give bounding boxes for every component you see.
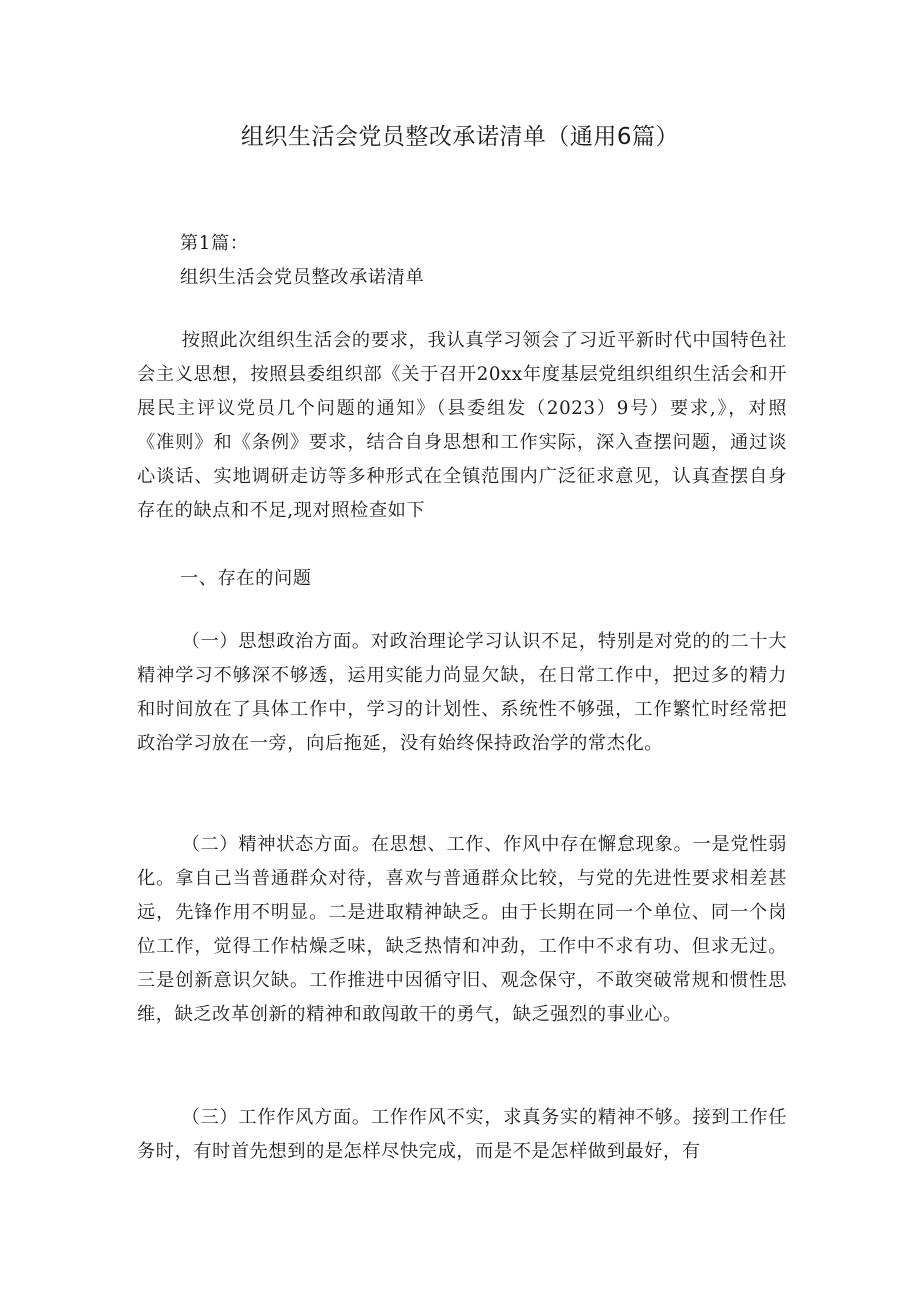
section-heading: 一、存在的问题	[180, 568, 312, 589]
chapter-label: 第1篇：	[180, 233, 249, 254]
document-title: 组织生活会党员整改承诺清单（通用6篇）	[240, 124, 680, 150]
intro-paragraph: 按照此次组织生活会的要求，我认真学习领会了习近平新时代中国特色社会主义思想，按照县委组织部《关于召开20xx年度基层党组织组织生活会和开展民主评议党员几个问题的通知》（县委组发（2023）9号）要求,》，对照《准则》和《条例》要求，结合自身思想和工作实际，深入查摆问题，通过谈心谈话、实地调研走访等多种形式在全镇范围内广泛征求意见，认真查摆自身存在的缺点和不足,现对照检查如下	[137, 330, 787, 521]
paragraph-ideology: （一）思想政治方面。对政治理论学习认识不足，特别是对党的的二十大精神学习不够深不够透，运用实能力尚显欠缺，在日常工作中，把过多的精力和时间放在了具体工作中，学习的计划性、系统性不够强，工作繁忙时经常把政治学习放在一旁，向后拖延，没有始终保持政治学的常杰化。	[137, 631, 787, 754]
paragraph-spirit: （二）精神状态方面。在思想、工作、作风中存在懈怠现象。一是党性弱化。拿自己当普通群众对待，喜欢与普通群众比较，与党的先进性要求相差甚远，先锋作用不明显。二是进取精神缺乏。由于长期在同一个单位、同一个岗位工作，觉得工作枯燥乏味，缺乏热情和冲劲，工作中不求有功、但求无过。三是创新意识欠缺。工作推进中因循守旧、观念保守，不敢突破常规和惯性思维，缺乏改革创新的精神和敢闯敢干的勇气，缺乏强烈的事业心。	[137, 834, 787, 1025]
chapter-title: 组织生活会党员整改承诺清单	[180, 267, 425, 288]
paragraph-work-style: （三）工作作风方面。工作作风不实，求真务实的精神不够。接到工作任务时，有时首先想到的是怎样尽快完成，而是不是怎样做到最好，有	[137, 1107, 787, 1162]
